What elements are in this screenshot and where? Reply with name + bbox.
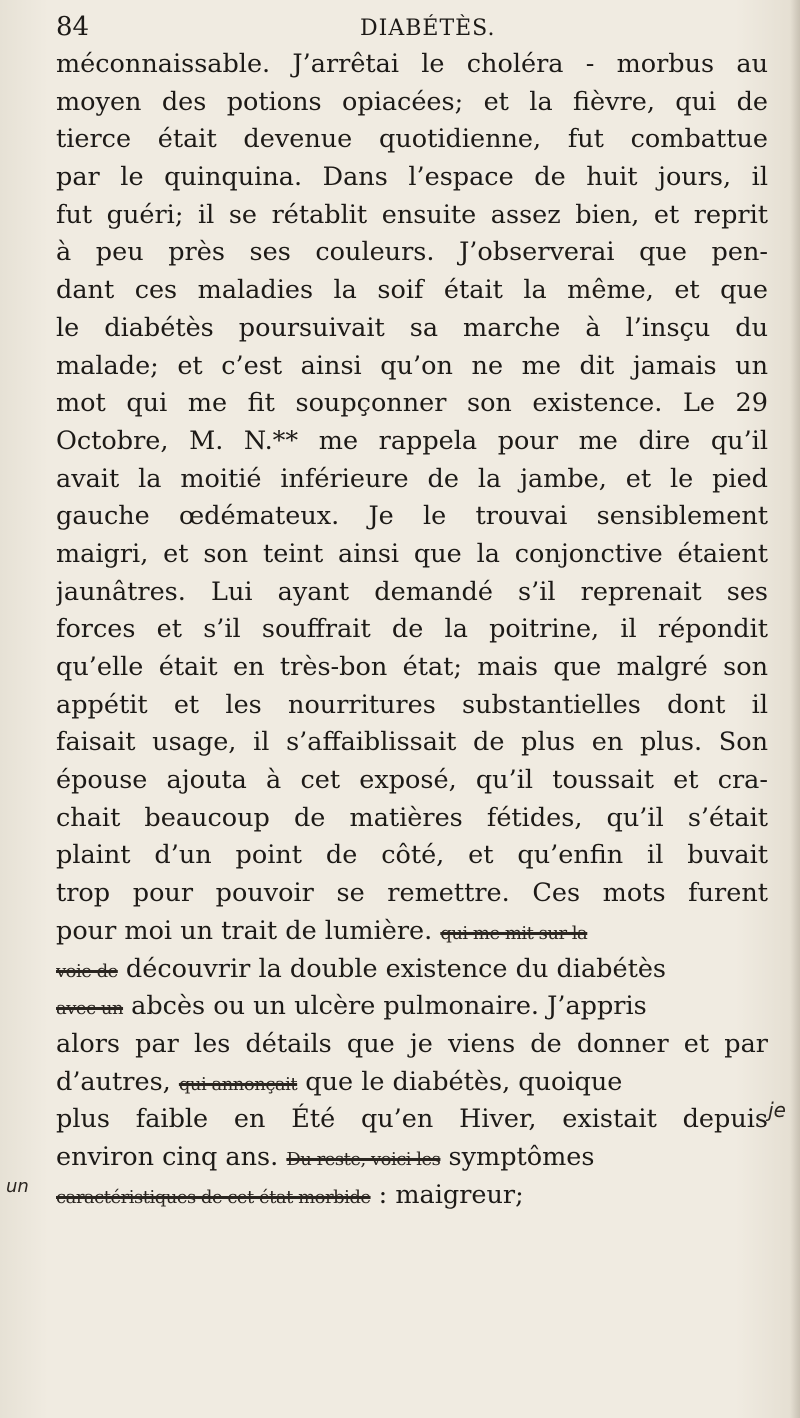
text-line: tierce était devenue quotidienne, fut combattue	[56, 124, 768, 155]
text-line: moyen des potions opiacées; et la fièvre, qui de	[56, 86, 768, 117]
struck-text: avec un	[56, 998, 124, 1020]
text-line-annotated	[56, 1064, 768, 1102]
line-text: abcès ou un ulcère pulmonaire. J’appris	[131, 991, 647, 1022]
line-text: environ cinq ans.	[56, 1141, 279, 1172]
text-line: mot qui me fit soupçonner son existence. Le 29	[56, 388, 768, 419]
handwritten-margin-note: je	[768, 1098, 786, 1122]
text-line-annotated	[56, 988, 768, 1026]
text-line: chait beaucoup de matières fétides, qu’il s’était	[56, 802, 768, 833]
text-line: forces et s’il souffrait de la poitrine, il répondit	[56, 614, 768, 645]
text-line: dant ces maladies la soif était la même, et que	[56, 275, 768, 306]
page-number: 84	[56, 12, 90, 42]
body-text	[56, 46, 768, 1214]
text-line-annotated	[56, 1139, 768, 1177]
text-line: méconnaissable. J’arrêtai le choléra - morbus au	[56, 49, 768, 79]
struck-text: caractéristiques de cet état morbide	[56, 1186, 371, 1208]
line-text: : maigreur;	[378, 1179, 524, 1210]
text-line: qu’elle était en très-bon état; mais que malgré son	[56, 652, 768, 682]
struck-text: voie de	[56, 960, 118, 982]
text-line: jaunâtres. Lui ayant demandé s’il reprenait ses	[56, 576, 768, 607]
text-line: par le quinquina. Dans l’espace de huit jours, il	[56, 162, 768, 193]
text-line: appétit et les nourritures substantielles dont il	[56, 689, 768, 720]
text-line: fut guéri; il se rétablit ensuite assez bien, et reprit	[56, 199, 768, 230]
text-line: à peu près ses couleurs. J’observerai que pen-	[56, 237, 768, 268]
struck-text: qui me mit sur la	[440, 922, 588, 944]
line-text: symptômes	[448, 1141, 595, 1172]
text-line: avait la moitié inférieure de la jambe, et le pied	[56, 463, 768, 494]
text-line: le diabétès poursuivait sa marche à l’insçu du	[56, 312, 768, 343]
text-line: gauche œdémateux. Je le trouvai sensiblement	[56, 501, 768, 532]
text-line: épouse ajouta à cet exposé, qu’il toussait et cra-	[56, 765, 768, 796]
text-line: trop pour pouvoir se remettre. Ces mots furent	[56, 878, 768, 909]
text-line: plaint d’un point de côté, et qu’enfin il buvait	[56, 840, 768, 871]
handwritten-margin-note: un	[6, 1176, 29, 1197]
struck-text: Du reste, voici les	[286, 1148, 441, 1170]
text-line: plus faible en Été qu’en Hiver, existait depuis	[56, 1104, 768, 1135]
struck-text: qui annonçait	[178, 1073, 298, 1095]
line-text: découvrir la double existence du diabétès	[125, 953, 667, 984]
text-line-annotated	[56, 913, 768, 951]
page-header	[56, 12, 756, 46]
line-text: pour moi un trait de lumière.	[56, 915, 433, 946]
running-head: DIABÉTÈS.	[360, 16, 496, 41]
text-line-annotated	[56, 951, 768, 989]
text-line-annotated	[56, 1177, 768, 1215]
text-line: faisait usage, il s’affaiblissait de plus en plus. Son	[56, 727, 768, 758]
line-text: d’autres,	[56, 1066, 171, 1097]
text-line: Octobre, M. N.** me rappela pour me dire qu’il	[56, 425, 768, 456]
text-line: alors par les détails que je viens de donner et par	[56, 1028, 768, 1059]
line-text: que le diabétès, quoique	[305, 1066, 623, 1097]
page-edge-shadow	[790, 0, 800, 1418]
text-line: malade; et c’est ainsi qu’on ne me dit jamais un	[56, 350, 768, 381]
text-line: maigri, et son teint ainsi que la conjonctive étaient	[56, 538, 768, 569]
